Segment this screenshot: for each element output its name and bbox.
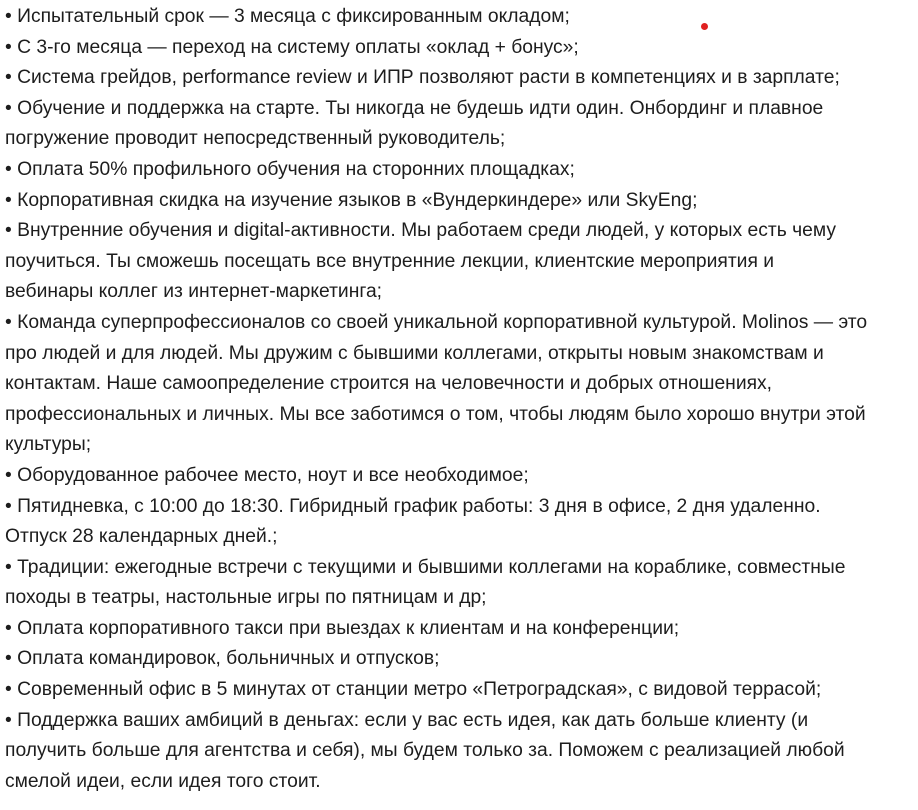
- red-marker-dot: [701, 23, 708, 30]
- benefit-line: • С 3-го месяца — переход на систему оплаты «оклад + бонус»;: [5, 36, 579, 58]
- benefit-line: профессиональных и личных. Мы все заботимся о том, чтобы людям было хорошо внутри этой: [5, 403, 866, 425]
- benefit-line: • Корпоративная скидка на изучение языков в «Вундеркиндере» или SkyEng;: [5, 189, 698, 211]
- benefit-line: • Оплата 50% профильного обучения на сторонних площадках;: [5, 158, 575, 180]
- benefit-line: • Традиции: ежегодные встречи с текущими и бывшими коллегами на кораблике, совместные: [5, 556, 846, 578]
- benefit-line: • Испытательный срок — 3 месяца с фиксированным окладом;: [5, 6, 570, 27]
- benefit-line: культуры;: [5, 434, 92, 456]
- benefit-line: получить больше для агентства и себя), мы будем только за. Поможем с реализацией любой: [5, 740, 845, 762]
- benefit-line: • Оборудованное рабочее место, ноут и все необходимое;: [5, 464, 529, 486]
- benefit-line: • Поддержка ваших амбиций в деньгах: если у вас есть идея, как дать больше клиенту (и: [5, 709, 809, 731]
- benefit-line: • Оплата корпоративного такси при выездах к клиентам и на конференции;: [5, 617, 680, 639]
- benefits-list: [5, 2, 910, 797]
- benefit-line: • Обучение и поддержка на старте. Ты никогда не будешь идти один. Онбординг и плавное: [5, 97, 824, 119]
- benefit-line: про людей и для людей. Мы дружим с бывшими коллегами, открыты новым знакомствам и: [5, 342, 824, 364]
- benefit-line: • Оплата командировок, больничных и отпусков;: [5, 648, 440, 670]
- benefit-line: поучиться. Ты сможешь посещать все внутренние лекции, клиентские мероприятия и: [5, 250, 775, 272]
- benefit-line: контактам. Наше самоопределение строится на человечности и добрых отношениях,: [5, 373, 773, 395]
- benefit-line: • Система грейдов, performance review и ИПР позволяют расти в компетенциях и в зарплате;: [5, 67, 840, 89]
- benefit-line: походы в театры, настольные игры по пятницам и др;: [5, 587, 487, 609]
- benefit-line: смелой идеи, если идея того стоит.: [5, 770, 321, 792]
- benefit-line: • Пятидневка, с 10:00 до 18:30. Гибридный график работы: 3 дня в офисе, 2 дня удаленно.: [5, 495, 821, 517]
- benefit-line: вебинары коллег из интернет-маркетинга;: [5, 281, 383, 303]
- benefit-line: • Команда суперпрофессионалов со своей уникальной корпоративной культурой. Molinos — это: [5, 311, 868, 333]
- benefit-line: погружение проводит непосредственный руководитель;: [5, 128, 506, 150]
- benefit-line: • Внутренние обучения и digital-активности. Мы работаем среди людей, у которых есть чему: [5, 220, 836, 242]
- benefit-line: • Современный офис в 5 минутах от станции метро «Петроградская», с видовой террасой;: [5, 679, 822, 701]
- benefit-line: Отпуск 28 календарных дней.;: [5, 526, 278, 548]
